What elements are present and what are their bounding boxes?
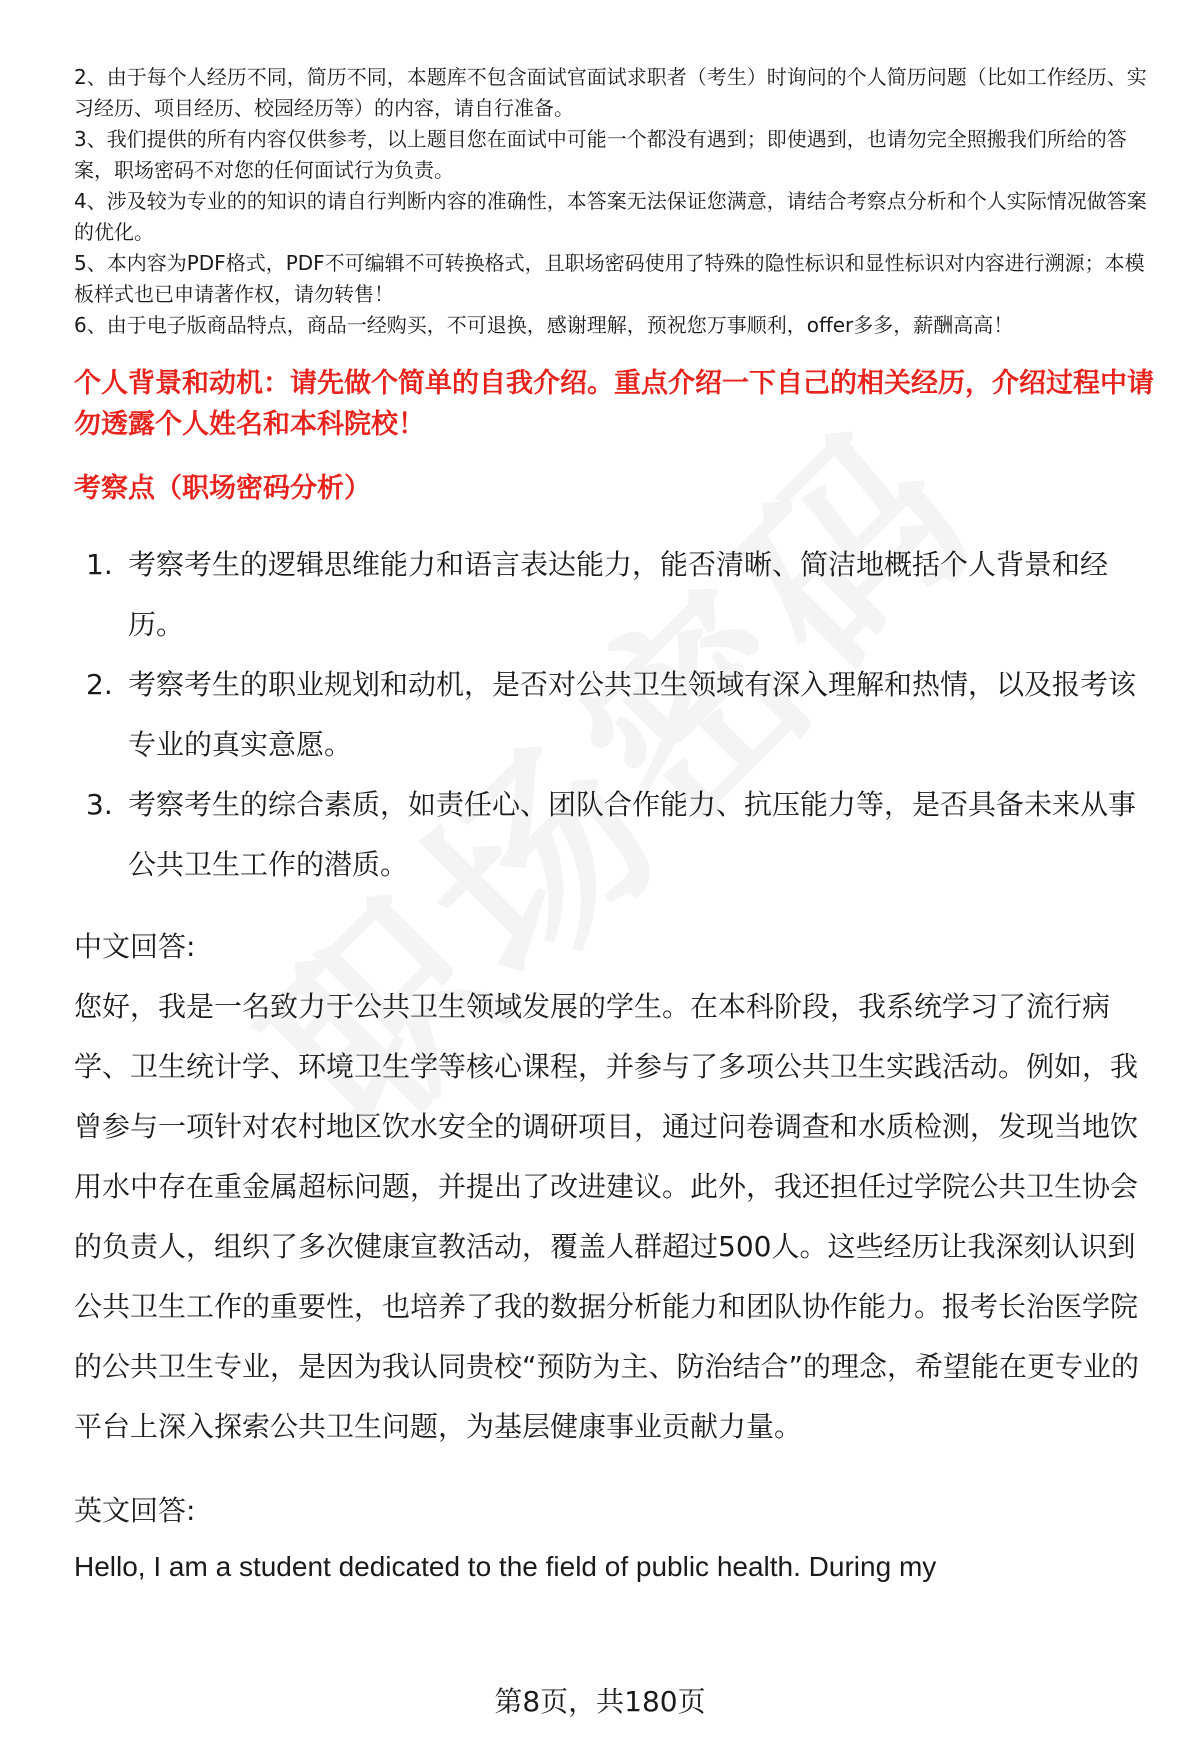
page-number-footer: 第8页，共180页: [494, 1685, 706, 1718]
point-text: 考察考生的逻辑思维能力和语言表达能力，能否清晰、简洁地概括个人背景和经历。: [128, 548, 1109, 641]
chinese-answer-label: 中文回答:: [74, 930, 196, 963]
question-heading: 个人背景和动机：请先做个简单的自我介绍。重点介绍一下自己的相关经历，介绍过程中请勿透露个人姓名和本科院校！: [74, 368, 1154, 440]
point-text: 考察考生的职业规划和动机，是否对公共卫生领域有深入理解和热情，以及报考该专业的真实意愿。: [128, 668, 1137, 761]
note-item: 3、我们提供的所有内容仅供参考，以上题目您在面试中可能一个都没有遇到；即使遇到，也请勿完全照搬我们所给的答案，职场密码不对您的任何面试行为负责。: [74, 127, 1127, 182]
point-number: 1.: [86, 548, 113, 581]
chinese-answer-text: 您好，我是一名致力于公共卫生领域发展的学生。在本科阶段，我系统学习了流行病学、卫生统计学、环境卫生学等核心课程，并参与了多项公共卫生实践活动。例如，我曾参与一项针对农村地区饮水安全的调研项目，通过问卷调查和水质检测，发现当地饮用水中存在重金属超标问题，并提出了改进建议。此外，我还担任过学院公共卫生协会的负责人，组织了多次健康宣教活动，覆盖人群超过500人。这些经历让我深刻认识到公共卫生工作的重要性，也培养了我的数据分析能力和团队协作能力。报考长治医学院的公共卫生专业，是因为我认同贵校“预防为主、防治结合”的理念，希望能在更专业的平台上深入探索公共卫生问题，为基层健康事业贡献力量。: [74, 990, 1140, 1443]
note-item: 5、本内容为PDF格式，PDF不可编辑不可转换格式，且职场密码使用了特殊的隐性标识和显性标识对内容进行溯源；本模板样式也已申请著作权，请勿转售！: [74, 251, 1145, 306]
analysis-points-list: [74, 535, 1156, 895]
note-item: 6、由于电子版商品特点，商品一经购买，不可退换，感谢理解，预祝您万事顺利，offer多多，薪酬高高！: [74, 313, 1014, 337]
point-text: 考察考生的综合素质，如责任心、团队合作能力、抗压能力等，是否具备未来从事公共卫生工作的潜质。: [128, 788, 1137, 881]
page-content: [74, 62, 1156, 1593]
analysis-title: 考察点（职场密码分析）: [74, 473, 371, 504]
analysis-point: [74, 775, 1156, 895]
note-item: 4、涉及较为专业的的知识的请自行判断内容的准确性，本答案无法保证您满意，请结合考察点分析和个人实际情况做答案的优化。: [74, 189, 1147, 244]
note-item: 2、由于每个人经历不同，简历不同，本题库不包含面试官面试求职者（考生）时询问的个人简历问题（比如工作经历、实习经历、项目经历、校园经历等）的内容，请自行准备。: [74, 65, 1147, 120]
analysis-point: [74, 535, 1156, 655]
english-answer-text: Hello, I am a student dedicated to the field of public health. During my: [74, 1551, 937, 1582]
analysis-point: [74, 655, 1156, 775]
point-number: 2.: [86, 668, 113, 701]
notes-list: [74, 62, 1156, 341]
point-number: 3.: [86, 788, 113, 821]
english-answer-label: 英文回答:: [74, 1494, 196, 1527]
